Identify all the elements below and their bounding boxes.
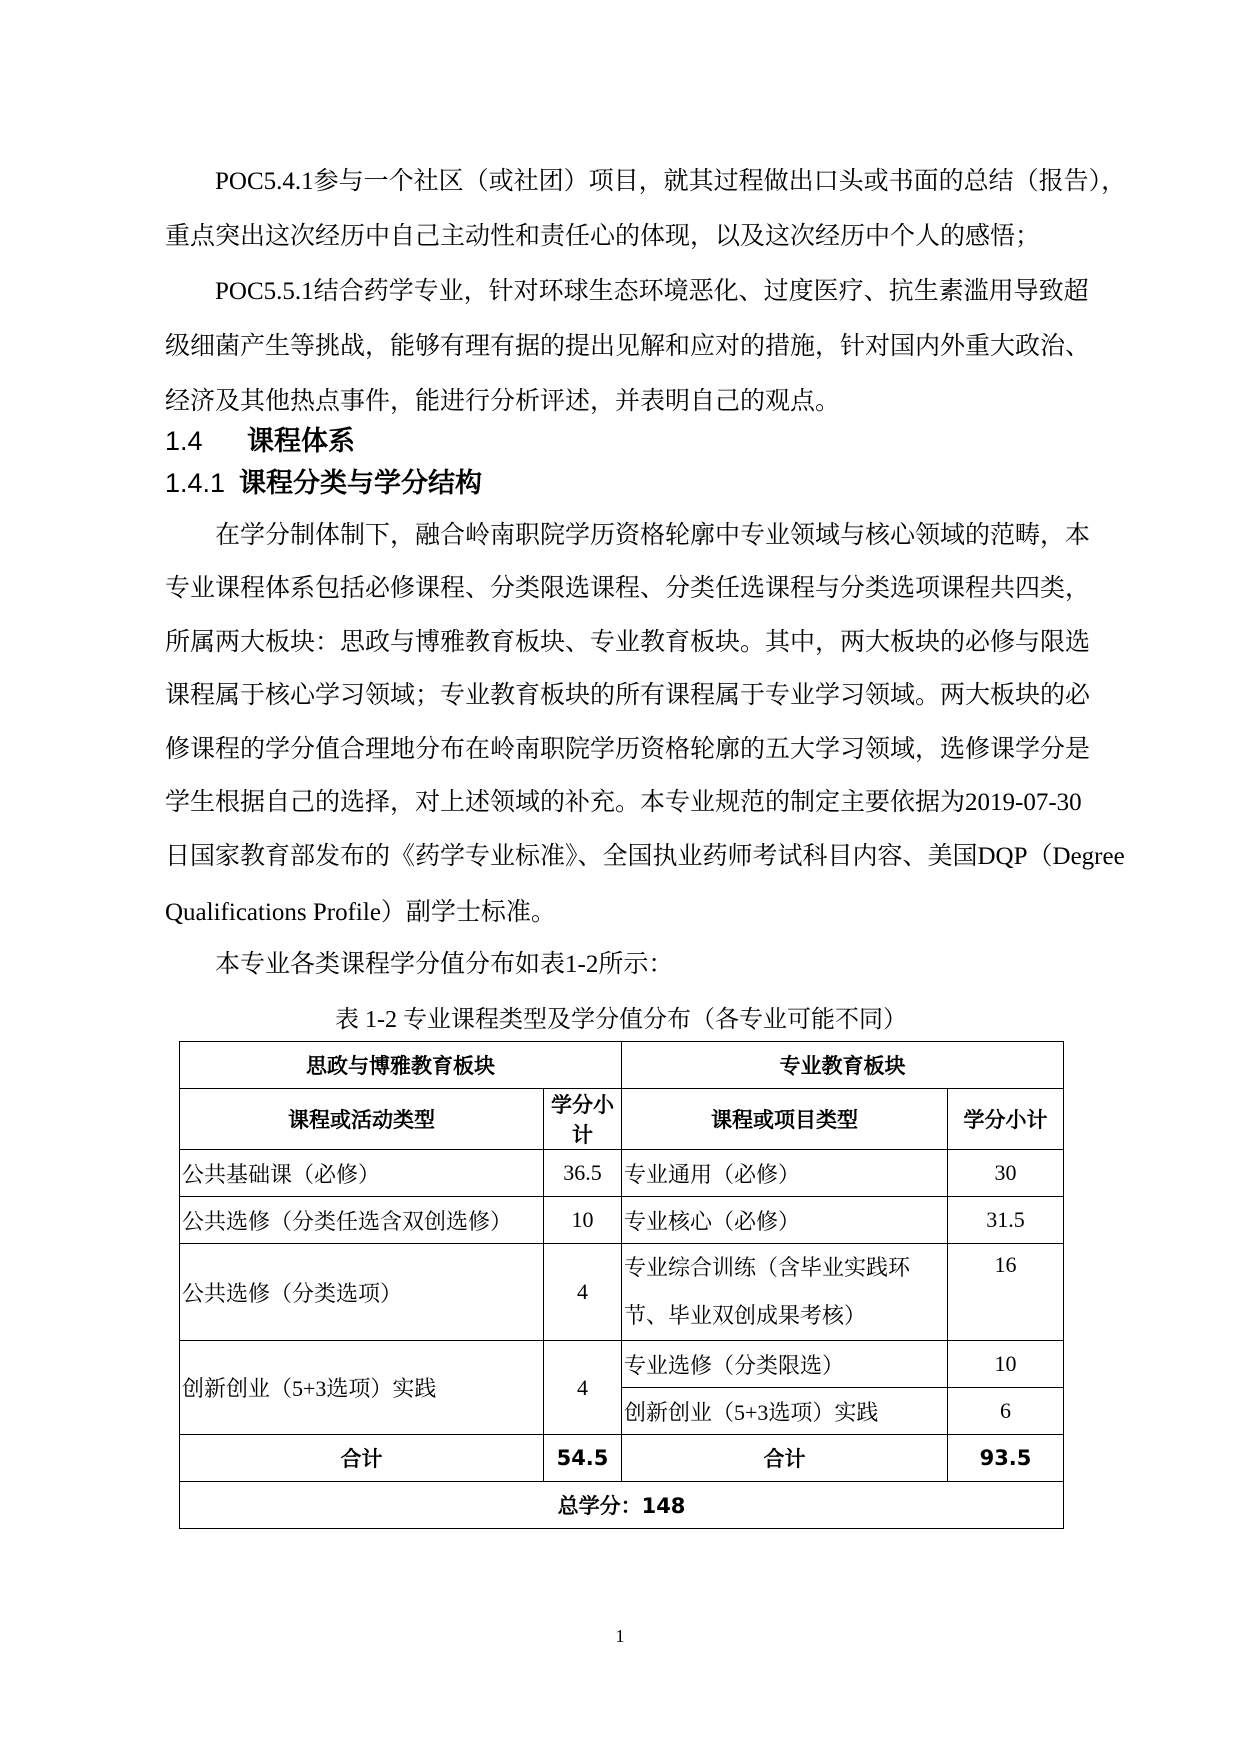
left-total: 54.5 — [544, 1435, 622, 1482]
text-line: 经济及其他热点事件，能进行分析评述，并表明自己的观点。 — [165, 388, 841, 415]
heading-number: 1.4.1 — [165, 468, 226, 498]
course-type: 专业通用（必修） — [622, 1150, 948, 1197]
credits: 31.5 — [948, 1197, 1064, 1244]
page-number: 1 — [615, 1626, 625, 1646]
course-type: 创新创业（5+3选项）实践 — [622, 1388, 948, 1435]
left-block-header: 思政与博雅教育板块 — [180, 1042, 622, 1089]
credits: 10 — [544, 1197, 622, 1244]
text-line: Qualifications Profile）副学士标准。 — [165, 899, 556, 926]
credits: 10 — [948, 1341, 1064, 1388]
text-line: POC5.5.1结合药学专业，针对环球生态环境恶化、过度医疗、抗生素滥用导致超 — [215, 278, 1089, 305]
text-line: 学生根据自己的选择，对上述领域的补充。本专业规范的制定主要依据为2019-07-30 — [165, 789, 1082, 816]
credits: 16 — [948, 1244, 1064, 1341]
text-line: 修课程的学分值合理地分布在岭南职院学历资格轮廓的五大学习领域，选修课学分是 — [165, 736, 1091, 763]
column-header: 课程或活动类型 — [180, 1089, 544, 1150]
text-line: 在学分制体制下，融合岭南职院学历资格轮廓中专业领域与核心领域的范畴，本 — [215, 522, 1091, 549]
table-row — [180, 1042, 1064, 1089]
credits: 4 — [544, 1244, 622, 1341]
total-label: 合计 — [622, 1435, 948, 1482]
table-row — [180, 1150, 1064, 1197]
table-row — [180, 1482, 1064, 1529]
credits: 4 — [544, 1341, 622, 1435]
course-type: 公共选修（分类任选含双创选修） — [180, 1197, 544, 1244]
grand-total: 总学分：148 — [180, 1482, 1064, 1529]
credits: 30 — [948, 1150, 1064, 1197]
course-type: 创新创业（5+3选项）实践 — [180, 1341, 544, 1435]
table-row — [180, 1244, 1064, 1341]
right-block-header: 专业教育板块 — [622, 1042, 1064, 1089]
right-total: 93.5 — [948, 1435, 1064, 1482]
column-header: 学分小计 — [948, 1089, 1064, 1150]
table-row — [180, 1341, 1064, 1388]
text-line: 课程属于核心学习领域；专业教育板块的所有课程属于专业学习领域。两大板块的必 — [165, 682, 1091, 709]
course-type: 专业选修（分类限选） — [622, 1341, 948, 1388]
table-row — [180, 1197, 1064, 1244]
section-heading-1-4 — [165, 424, 355, 459]
text-line: 所属两大板块：思政与博雅教育板块、专业教育板块。其中，两大板块的必修与限选 — [165, 629, 1091, 656]
column-header: 课程或项目类型 — [622, 1089, 948, 1150]
table-row — [180, 1435, 1064, 1482]
table-row — [180, 1089, 1064, 1150]
credits: 6 — [948, 1388, 1064, 1435]
column-header: 学分小计 — [544, 1089, 622, 1150]
course-type: 公共基础课（必修） — [180, 1150, 544, 1197]
course-type: 公共选修（分类选项） — [180, 1244, 544, 1341]
text-line: 重点突出这次经历中自己主动性和责任心的体现，以及这次经历中个人的感悟； — [165, 223, 1041, 250]
paragraph-table-intro: 本专业各类课程学分值分布如表1-2所示： — [215, 951, 674, 978]
section-heading-1-4-1 — [165, 466, 482, 501]
course-type: 专业综合训练（含毕业实践环节、毕业双创成果考核） — [622, 1244, 948, 1341]
text-line: POC5.4.1参与一个社区（或社团）项目，就其过程做出口头或书面的总结（报告）， — [215, 168, 1127, 195]
text-line: 专业课程体系包括必修课程、分类限选课程、分类任选课程与分类选项课程共四类， — [165, 575, 1091, 602]
credit-distribution-table — [179, 1041, 1064, 1529]
heading-title: 课程体系 — [247, 426, 355, 457]
text-line: 级细菌产生等挑战，能够有理有据的提出见解和应对的措施，针对国内外重大政治、 — [165, 333, 1091, 360]
course-type: 专业核心（必修） — [622, 1197, 948, 1244]
credits: 36.5 — [544, 1150, 622, 1197]
heading-title: 课程分类与学分结构 — [239, 468, 482, 499]
text-line: 日国家教育部发布的《药学专业标准》、全国执业药师考试科目内容、美国DQP（Degree — [165, 843, 1125, 870]
total-label: 合计 — [180, 1435, 544, 1482]
heading-number: 1.4 — [165, 426, 203, 456]
table-caption: 表 1-2 专业课程类型及学分值分布（各专业可能不同） — [335, 1007, 907, 1033]
